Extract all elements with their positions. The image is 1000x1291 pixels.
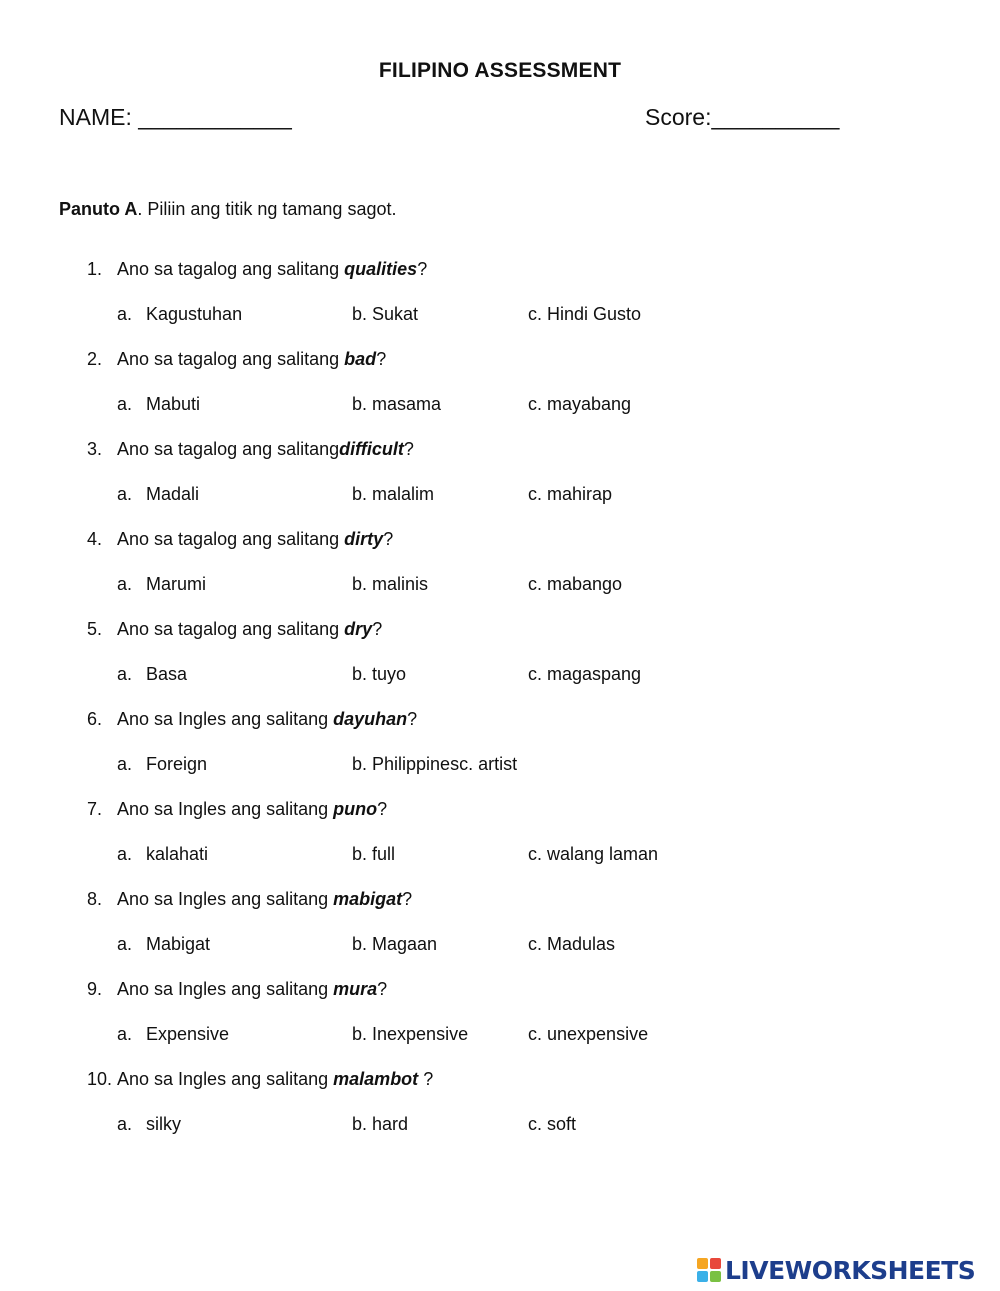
choice-text: kalahati — [146, 844, 209, 864]
question-keyword: dry — [344, 619, 373, 639]
question-keyword: difficult — [339, 439, 404, 459]
choice-a — [117, 664, 187, 685]
choice-letter: a. — [117, 754, 133, 774]
choice-a — [117, 304, 242, 325]
choice-letter: a. — [117, 484, 133, 504]
score-field-label: Score:__________ — [645, 104, 840, 130]
question-suffix: ? — [407, 709, 418, 729]
question-suffix: ? — [417, 259, 428, 279]
question-keyword: malambot — [333, 1069, 419, 1089]
choice-text: Madali — [146, 484, 200, 504]
question-text: Ano sa Ingles ang salitang — [117, 799, 334, 819]
question-number: 9. — [87, 979, 103, 999]
choice-a — [117, 754, 207, 775]
question-keyword: puno — [333, 799, 378, 819]
choice-b: b. full — [352, 844, 396, 864]
question-8 — [87, 889, 412, 910]
choice-text: Foreign — [146, 754, 208, 774]
question-suffix: ? — [383, 529, 394, 549]
choice-letter: a. — [117, 304, 133, 324]
question-number: 8. — [87, 889, 103, 909]
question-number: 10. — [87, 1069, 113, 1089]
logo-blocks-icon — [697, 1258, 721, 1282]
question-suffix: ? — [377, 799, 388, 819]
question-text: Ano sa tagalog ang salitang — [117, 619, 345, 639]
question-suffix: ? — [377, 979, 388, 999]
choice-a — [117, 934, 210, 955]
question-suffix: ? — [403, 439, 414, 459]
question-3 — [87, 439, 414, 460]
question-number: 4. — [87, 529, 103, 549]
logo-block-4 — [710, 1271, 721, 1282]
question-9 — [87, 979, 387, 1000]
question-number: 5. — [87, 619, 103, 639]
choice-letter: a. — [117, 664, 133, 684]
question-2 — [87, 349, 386, 370]
question-text: Ano sa Ingles ang salitang — [117, 979, 334, 999]
instruction-label: Panuto A — [59, 199, 138, 219]
choice-a — [117, 844, 208, 865]
logo-block-3 — [697, 1271, 708, 1282]
question-keyword: qualities — [344, 259, 418, 279]
question-text: Ano sa tagalog ang salitang — [117, 529, 345, 549]
instruction — [59, 199, 396, 220]
question-text: Ano sa Ingles ang salitang — [117, 889, 334, 909]
choice-b: b. tuyo — [352, 664, 407, 684]
question-7 — [87, 799, 387, 820]
choice-text: Marumi — [146, 574, 207, 594]
question-keyword: dayuhan — [333, 709, 408, 729]
choice-c: c. mahirap — [528, 484, 613, 504]
question-5 — [87, 619, 382, 640]
choice-a — [117, 1024, 229, 1045]
choice-c: c. mayabang — [528, 394, 632, 414]
logo-text: LIVEWORKSHEETS — [725, 1255, 976, 1285]
choice-c: c. soft — [528, 1114, 577, 1134]
choice-b: b. Inexpensive — [352, 1024, 469, 1044]
choice-c: c. Madulas — [528, 934, 616, 954]
choice-b: b. malalim — [352, 484, 435, 504]
question-text: Ano sa Ingles ang salitang — [117, 709, 334, 729]
choice-b: b. hard — [352, 1114, 409, 1134]
question-text: Ano sa tagalog ang salitang — [117, 439, 340, 459]
question-number: 6. — [87, 709, 103, 729]
choice-b: b. Magaan — [352, 934, 438, 954]
choice-c: c. Hindi Gusto — [528, 304, 642, 324]
question-text: Ano sa tagalog ang salitang — [117, 259, 345, 279]
question-number: 2. — [87, 349, 103, 369]
choice-letter: a. — [117, 934, 133, 954]
question-text: Ano sa tagalog ang salitang — [117, 349, 345, 369]
question-suffix: ? — [418, 1069, 434, 1089]
instruction-text: . Piliin ang titik ng tamang sagot. — [137, 199, 397, 219]
choice-c: c. walang laman — [528, 844, 659, 864]
question-number: 7. — [87, 799, 103, 819]
choice-letter: a. — [117, 574, 133, 594]
question-keyword: dirty — [344, 529, 384, 549]
question-keyword: bad — [344, 349, 377, 369]
question-suffix: ? — [372, 619, 383, 639]
choice-text: Basa — [146, 664, 188, 684]
page-title: FILIPINO ASSESSMENT — [378, 59, 622, 82]
question-keyword: mabigat — [333, 889, 403, 909]
question-4 — [87, 529, 393, 550]
choice-b: b. Philippinesc. artist — [352, 754, 518, 774]
question-number: 1. — [87, 259, 103, 279]
question-1 — [87, 259, 427, 280]
choice-a — [117, 394, 200, 415]
logo-block-2 — [710, 1258, 721, 1269]
choice-b: b. malinis — [352, 574, 429, 594]
choice-c: c. magaspang — [528, 664, 642, 684]
choice-c: c. mabango — [528, 574, 623, 594]
choice-c: c. unexpensive — [528, 1024, 649, 1044]
question-number: 3. — [87, 439, 103, 459]
choice-letter: a. — [117, 394, 133, 414]
choice-text: Mabigat — [146, 934, 211, 954]
choice-a — [117, 484, 199, 505]
question-suffix: ? — [376, 349, 387, 369]
choice-text: silky — [146, 1114, 181, 1134]
question-keyword: mura — [333, 979, 378, 999]
logo-block-1 — [697, 1258, 708, 1269]
choice-b: b. masama — [352, 394, 442, 414]
question-6 — [87, 709, 417, 730]
choice-letter: a. — [117, 844, 133, 864]
choice-b: b. Sukat — [352, 304, 419, 324]
choice-letter: a. — [117, 1024, 133, 1044]
choice-letter: a. — [117, 1114, 133, 1134]
question-suffix: ? — [402, 889, 413, 909]
choice-a — [117, 574, 206, 595]
choice-a — [117, 1114, 181, 1135]
question-10 — [87, 1069, 433, 1090]
choice-text: Mabuti — [146, 394, 201, 414]
name-field-label: NAME: ____________ — [59, 104, 292, 130]
liveworksheets-logo — [697, 1255, 975, 1285]
choice-text: Expensive — [146, 1024, 230, 1044]
choice-text: Kagustuhan — [146, 304, 243, 324]
question-text: Ano sa Ingles ang salitang — [117, 1069, 334, 1089]
